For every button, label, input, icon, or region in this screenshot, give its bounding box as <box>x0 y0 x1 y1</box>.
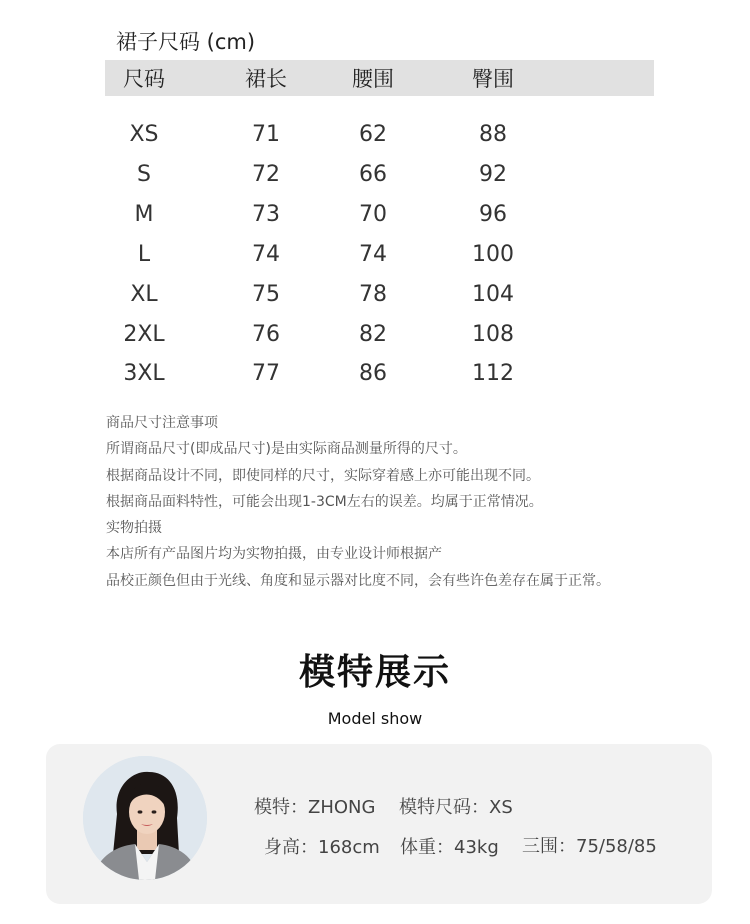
waist-cell: 78 <box>359 281 387 307</box>
length-cell: 77 <box>252 361 280 387</box>
length-cell: 75 <box>252 281 280 307</box>
hip-cell: 104 <box>472 281 514 307</box>
note-line: 所谓商品尺寸(即成品尺寸)是由实际商品测量所得的尺寸。 <box>106 441 467 458</box>
note-line: 品校正颜色但由于光线、角度和显示器对比度不同，会有些许色差存在属于正常。 <box>106 572 610 589</box>
waist-cell: 62 <box>359 122 387 147</box>
model-size: 模特尺码：XS <box>399 797 513 818</box>
model-weight: 体重：43kg <box>400 837 499 858</box>
note-line: 根据商品面料特性，可能会出现1-3CM左右的误差。均属于正常情况。 <box>106 493 543 510</box>
size-cell: S <box>137 161 151 187</box>
size-table-title: 裙子尺码 (cm) <box>116 30 256 54</box>
model-section-title: 模特展示 <box>298 652 451 693</box>
waist-cell: 66 <box>359 161 387 187</box>
size-notes <box>106 410 610 594</box>
waist-cell: 86 <box>359 361 387 387</box>
size-cell: 3XL <box>123 361 165 387</box>
model-name: 模特：ZHONG <box>254 797 376 818</box>
model-avatar <box>83 756 207 880</box>
size-cell: 2XL <box>123 321 165 347</box>
size-cell: L <box>137 241 151 267</box>
size-cell: XL <box>130 281 158 307</box>
model-section-subtitle: Model show <box>327 709 423 728</box>
hip-cell: 92 <box>479 161 507 187</box>
hip-header: 臀围 <box>472 67 514 91</box>
note-line: 本店所有产品图片均为实物拍摄，由专业设计师根据产 <box>106 546 442 563</box>
hip-cell: 112 <box>472 361 514 387</box>
note-line: 商品尺寸注意事项 <box>106 415 218 431</box>
hip-cell: 100 <box>472 241 514 267</box>
waist-cell: 74 <box>359 241 387 267</box>
hip-cell: 88 <box>479 122 507 147</box>
length-cell: 72 <box>252 161 280 187</box>
size-header: 尺码 <box>123 67 165 91</box>
note-line: 实物拍摄 <box>106 520 162 537</box>
length-cell: 74 <box>252 241 280 267</box>
size-cell: M <box>134 201 154 227</box>
waist-cell: 70 <box>359 201 387 227</box>
waist-cell: 82 <box>359 321 387 347</box>
model-height: 身高：168cm <box>264 837 380 858</box>
length-cell: 76 <box>252 321 280 347</box>
length-cell: 73 <box>252 201 280 227</box>
length-header: 裙长 <box>245 67 287 91</box>
waist-header: 腰围 <box>352 67 394 91</box>
model-portrait-image <box>83 756 207 880</box>
model-measurements: 三围：75/58/85 <box>522 836 657 857</box>
length-cell: 71 <box>252 122 280 147</box>
hip-cell: 96 <box>479 201 507 227</box>
hip-cell: 108 <box>472 321 514 347</box>
size-cell: XS <box>129 122 159 147</box>
note-line: 根据商品设计不同，即使同样的尺寸，实际穿着感上亦可能出现不同。 <box>106 467 540 484</box>
